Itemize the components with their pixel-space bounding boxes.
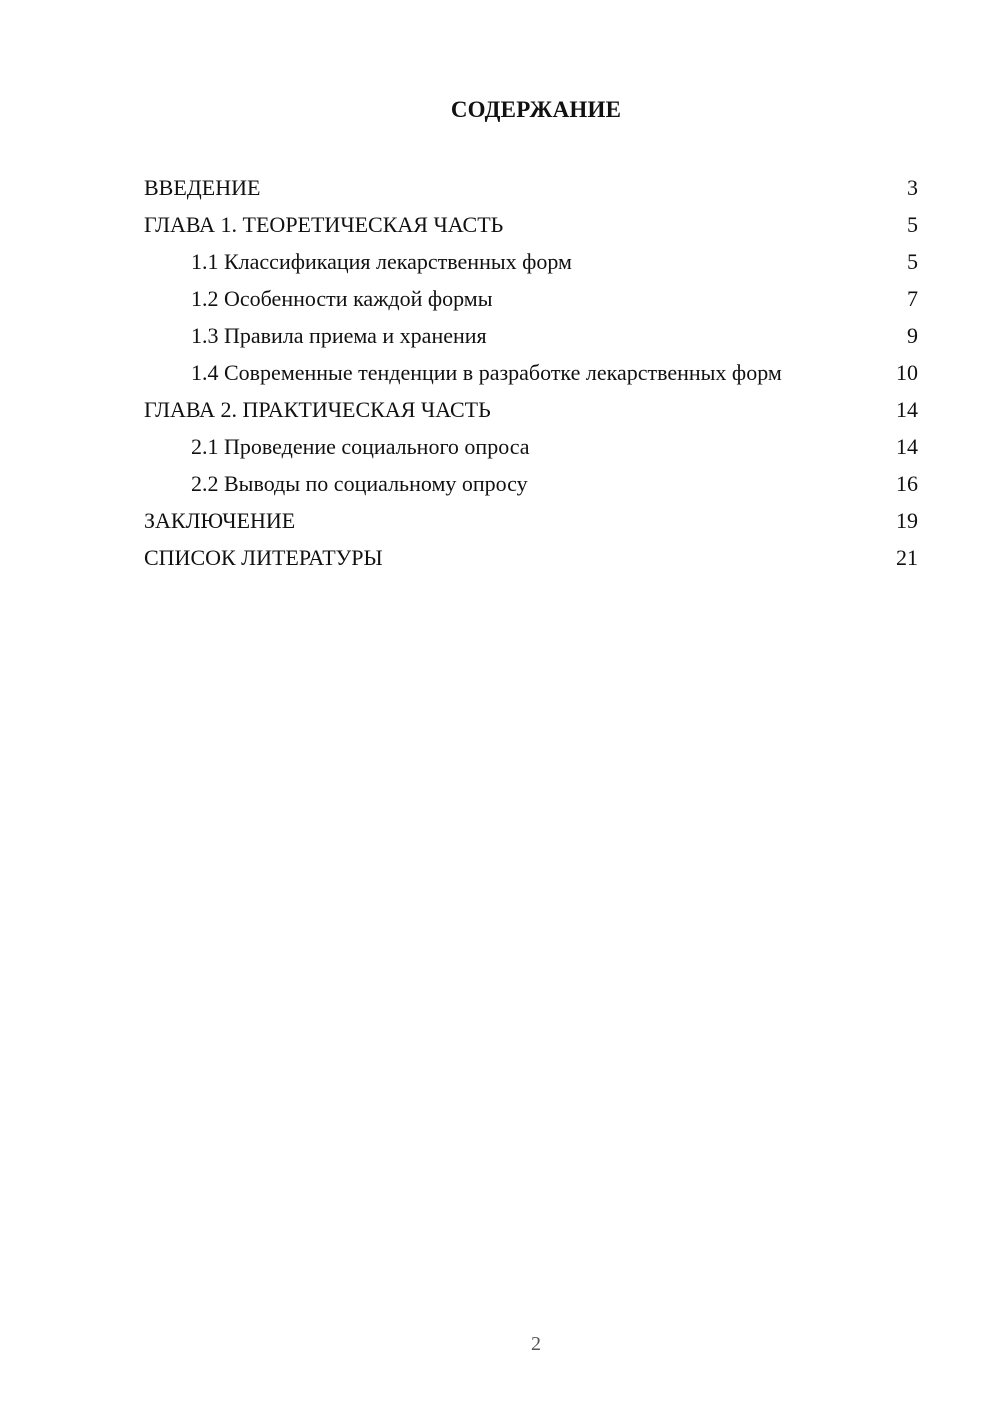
toc-entry-label: 1.4 Современные тенденции в разработке лекарственных форм	[191, 359, 782, 385]
toc-entry-chapter-2[interactable]	[144, 391, 918, 428]
toc-entry-page: 14	[896, 433, 918, 459]
toc-entry-label: ЗАКЛЮЧЕНИЕ	[144, 507, 296, 533]
toc-entry-label: СПИСОК ЛИТЕРАТУРЫ	[144, 544, 383, 570]
page-number: 2	[531, 1333, 541, 1355]
toc-entry-page: 3	[907, 174, 918, 200]
toc-entry-label: 1.3 Правила приема и хранения	[191, 322, 487, 348]
toc-entry-section-1-3[interactable]	[144, 317, 918, 354]
toc-entry-page: 19	[896, 507, 918, 533]
toc-entry-label: 2.2 Выводы по социальному опросу	[191, 470, 528, 496]
toc-entry-page: 7	[907, 285, 918, 311]
toc-entry-label: 1.2 Особенности каждой формы	[191, 285, 493, 311]
toc-entry-section-2-2[interactable]	[144, 465, 918, 502]
toc-entry-introduction[interactable]	[144, 169, 918, 206]
toc-entry-references[interactable]	[144, 539, 918, 576]
toc-title: СОДЕРЖАНИЕ	[450, 97, 622, 122]
toc-entry-page: 5	[907, 248, 918, 274]
toc-entry-page: 21	[896, 544, 918, 570]
toc-entry-label: ГЛАВА 2. ПРАКТИЧЕСКАЯ ЧАСТЬ	[144, 396, 491, 422]
toc-entry-label: ВВЕДЕНИЕ	[144, 174, 261, 200]
toc-entry-page: 16	[896, 470, 918, 496]
toc-entry-conclusion[interactable]	[144, 502, 918, 539]
toc-entry-section-1-1[interactable]	[144, 243, 918, 280]
toc-entry-page: 9	[907, 322, 918, 348]
toc-entry-section-1-4[interactable]	[144, 354, 918, 391]
toc-entry-label: 1.1 Классификация лекарственных форм	[191, 248, 572, 274]
toc-entry-section-2-1[interactable]	[144, 428, 918, 465]
toc-entry-chapter-1[interactable]	[144, 206, 918, 243]
table-of-contents	[144, 169, 918, 576]
toc-entry-page: 14	[896, 396, 918, 422]
toc-entry-label: 2.1 Проведение социального опроса	[191, 433, 530, 459]
toc-entry-label: ГЛАВА 1. ТЕОРЕТИЧЕСКАЯ ЧАСТЬ	[144, 211, 504, 237]
toc-entry-page: 10	[896, 359, 918, 385]
toc-entry-page: 5	[907, 211, 918, 237]
toc-entry-section-1-2[interactable]	[144, 280, 918, 317]
